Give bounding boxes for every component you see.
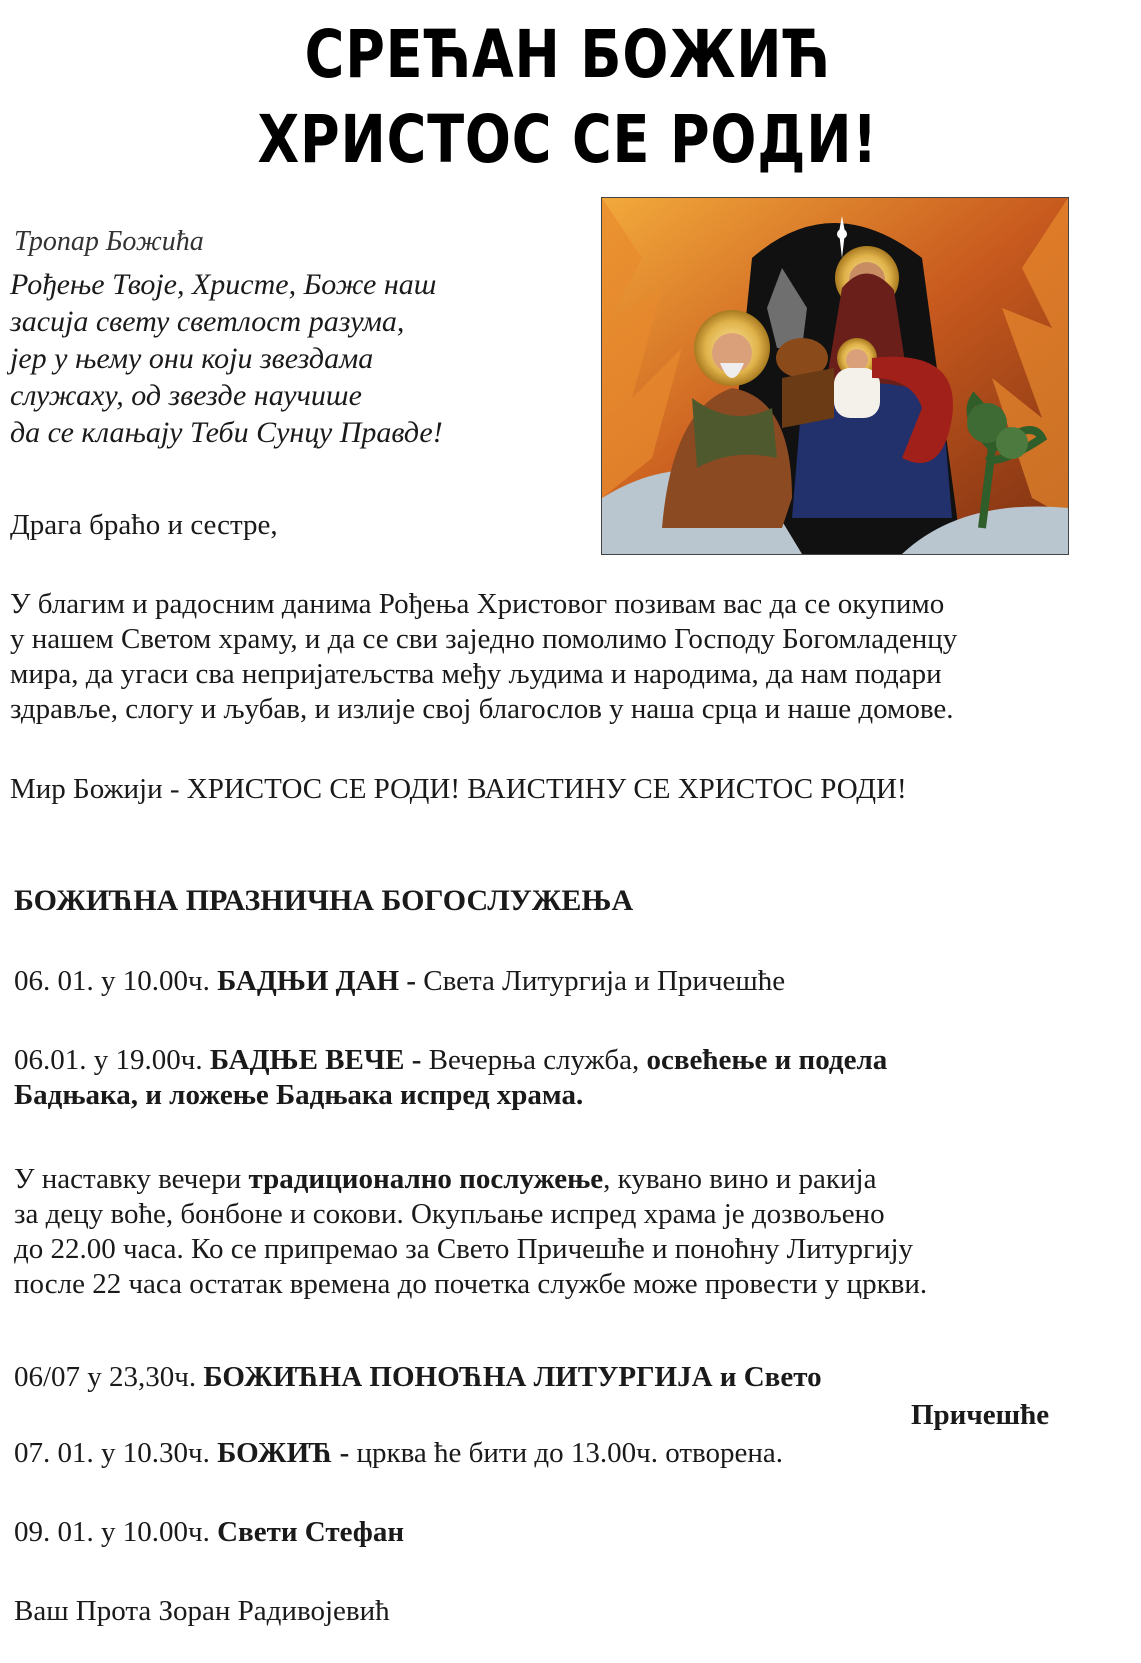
note-text: , кувано вино и ракија [603, 1163, 877, 1195]
service-detail: освећење и подела [646, 1044, 888, 1076]
note-bold: традиционално послужење [248, 1163, 604, 1195]
body-line: У благим и радосним данима Рођења Христовог позивам вас да се окупимо [10, 588, 945, 620]
service-detail: Бадњака, и ложење Бадњака испред храма. [14, 1079, 584, 1111]
service-badnji-dan [14, 964, 785, 999]
troparion-label: Тропар Божића [14, 226, 204, 257]
troparion-line: Рођење Твоје, Христе, Боже наш [10, 268, 437, 301]
note-text: У наставку вечери [14, 1163, 249, 1195]
troparion-line: да се клањају Теби Сунцу Правде! [10, 416, 443, 449]
body-line: мира, да угаси сва непријатељства међу људима и народима, да нам подари [10, 658, 942, 690]
service-midnight-liturgy [14, 1360, 822, 1395]
troparion-line: јер у њему они који звездама [10, 342, 374, 375]
service-name: Свети Стефан [217, 1516, 405, 1548]
service-date: 06. 01. у 10.00ч. [14, 965, 218, 997]
service-name: БАДЊЕ ВЕЧЕ - [209, 1044, 429, 1076]
service-badnje-vece [14, 1043, 887, 1113]
evening-note [14, 1162, 927, 1302]
note-line: после 22 часа остатак времена до почетка службе може провести у цркви. [14, 1268, 928, 1300]
body-line: здравље, слогу и љубав, и излије свој благослов у наша срца и наше домове. [10, 693, 954, 725]
troparion-text [10, 266, 550, 451]
service-sveti-stefan [14, 1515, 404, 1550]
service-date: 06/07 у 23,30ч. [14, 1361, 204, 1393]
body-paragraph [10, 587, 957, 727]
nativity-icon [601, 197, 1069, 555]
troparion-line: засија свету светлост разума, [10, 305, 405, 338]
troparion-line: служаху, од звезде научише [10, 379, 362, 412]
greeting: Драга браћо и сестре, [10, 509, 278, 541]
note-line: за децу воће, бонбоне и сокови. Окупљање испред храма је дозвољено [14, 1198, 885, 1230]
service-desc: Вечерња служба, [428, 1044, 647, 1076]
title-line-2: ХРИСТОС СЕ РОДИ! [257, 101, 878, 178]
body-line: у нашем Светом храму, и да се сви заједно помолимо Господу Богомладенцу [10, 623, 958, 655]
service-desc: Света Литургија и Причешће [423, 965, 786, 997]
service-name: БОЖИЋНА ПОНОЋНА ЛИТУРГИЈА и Свето [203, 1361, 822, 1393]
service-name-continued: Причешће [911, 1399, 1050, 1431]
services-heading: БОЖИЋНА ПРАЗНИЧНА БОГОСЛУЖЕЊА [14, 884, 634, 917]
service-name: БОЖИЋ - [217, 1437, 357, 1469]
note-line: до 22.00 часа. Ко се припремао за Свето Причешће и поноћну Литургију [14, 1233, 914, 1265]
service-date: 06.01. у 19.00ч. [14, 1044, 210, 1076]
title-line-1: СРЕЋАН БОЖИЋ [304, 16, 831, 93]
signature: Ваш Прота Зоран Радивојевић [14, 1595, 390, 1627]
service-date: 07. 01. у 10.30ч. [14, 1437, 218, 1469]
service-name: БАДЊИ ДАН - [217, 965, 424, 997]
service-bozic [14, 1436, 783, 1471]
peace-greeting: Мир Божији - ХРИСТОС СЕ РОДИ! ВАИСТИНУ СЕ ХРИСТОС РОДИ! [10, 773, 907, 805]
service-desc: црква ће бити до 13.00ч. отворена. [356, 1437, 784, 1469]
service-date: 09. 01. у 10.00ч. [14, 1516, 218, 1548]
